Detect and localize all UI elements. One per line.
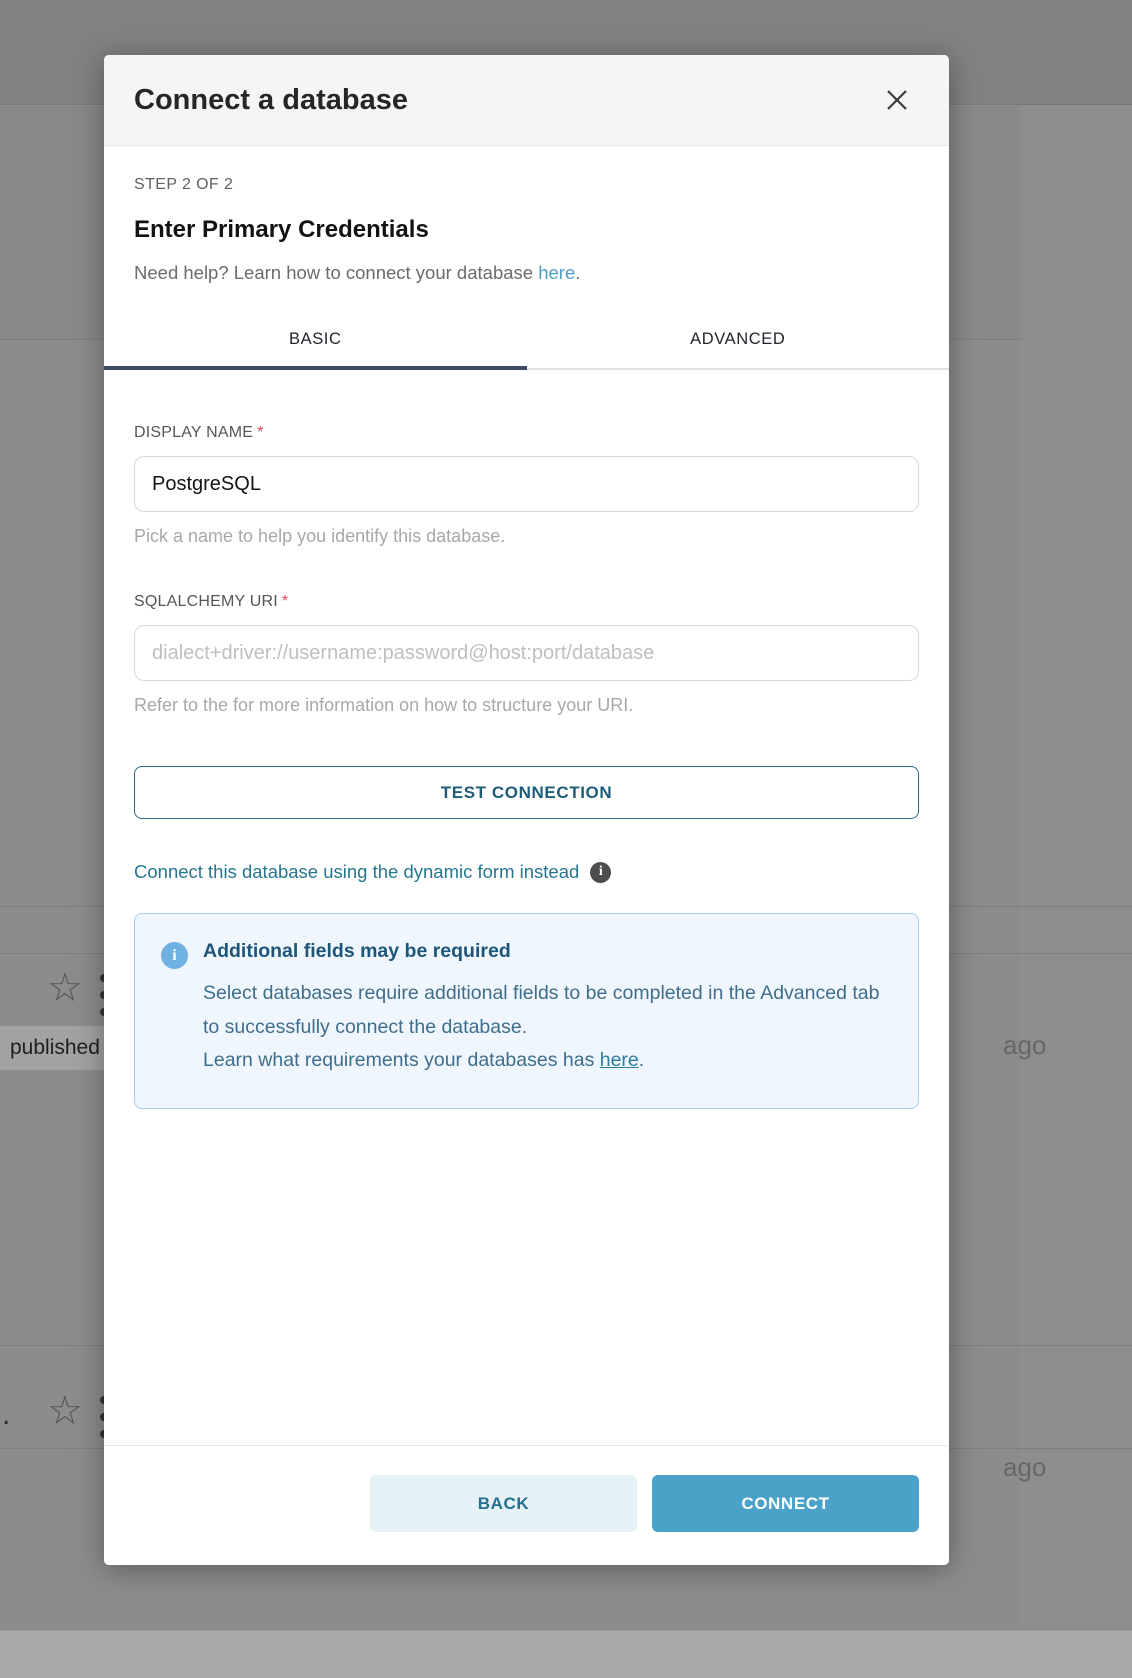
favorite-star-icon[interactable]: ☆ (47, 966, 83, 1010)
close-icon (883, 86, 911, 114)
modified-time-text: ago (1003, 1452, 1047, 1482)
modal-body (104, 146, 949, 1109)
section-heading: Enter Primary Credentials (134, 216, 429, 243)
tab-basic[interactable]: BASIC (104, 310, 527, 368)
required-asterisk: * (281, 593, 289, 610)
basic-form (104, 370, 949, 883)
required-asterisk: * (257, 424, 264, 441)
status-badge (0, 1026, 118, 1070)
favorite-star-icon[interactable]: ☆ (47, 1389, 83, 1433)
sqlalchemy-uri-label: SQLALCHEMY URI * (134, 593, 289, 610)
alert-body (203, 977, 892, 1078)
background-content-column (1020, 106, 1132, 1678)
info-icon[interactable]: i (590, 862, 611, 883)
list-item-text: . (2, 1398, 11, 1431)
display-name-label: DISPLAY NAME * (134, 424, 264, 441)
modal-title: Connect a database (134, 83, 408, 116)
connect-button[interactable]: CONNECT (652, 1475, 919, 1532)
alert-here-link[interactable]: here (599, 1049, 639, 1072)
modified-time-text: ago (1003, 1030, 1047, 1060)
back-button[interactable]: BACK (370, 1475, 637, 1532)
sqlalchemy-uri-helper: Refer to the for more information on how to structure your URI. (134, 695, 634, 715)
alert-title: Additional fields may be required (203, 940, 511, 962)
sqlalchemy-uri-field (134, 593, 919, 716)
dynamic-form-row (134, 861, 919, 883)
tab-advanced[interactable]: ADVANCED (690, 329, 786, 348)
display-name-helper: Pick a name to help you identify this database. (134, 526, 506, 546)
alert-content (203, 940, 892, 1078)
help-text: Need help? Learn how to connect your database here. (134, 262, 581, 283)
alert-info-icon: i (161, 942, 188, 969)
modal-header (104, 55, 949, 146)
background-pagination-band (0, 1630, 1132, 1678)
alert-body-line-1: Select databases require additional fields to be completed in the Advanced tab to successfully connect the database. (203, 982, 880, 1038)
display-name-field (134, 424, 919, 547)
status-badge-label: published (10, 1036, 100, 1059)
dynamic-form-link[interactable]: Connect this database using the dynamic form instead (134, 861, 580, 882)
close-button[interactable] (879, 82, 915, 118)
step-indicator: STEP 2 OF 2 (134, 176, 234, 193)
connect-database-modal (104, 55, 949, 1565)
help-link[interactable]: here (538, 262, 576, 283)
test-connection-button[interactable]: TEST CONNECTION (134, 766, 919, 819)
sqlalchemy-uri-input[interactable] (134, 625, 919, 681)
tab-bar (104, 310, 949, 370)
modal-footer (104, 1445, 949, 1565)
display-name-input[interactable] (134, 456, 919, 512)
alert-body-line-2: Learn what requirements your databases has here. (203, 1049, 645, 1072)
additional-fields-alert (134, 913, 919, 1109)
